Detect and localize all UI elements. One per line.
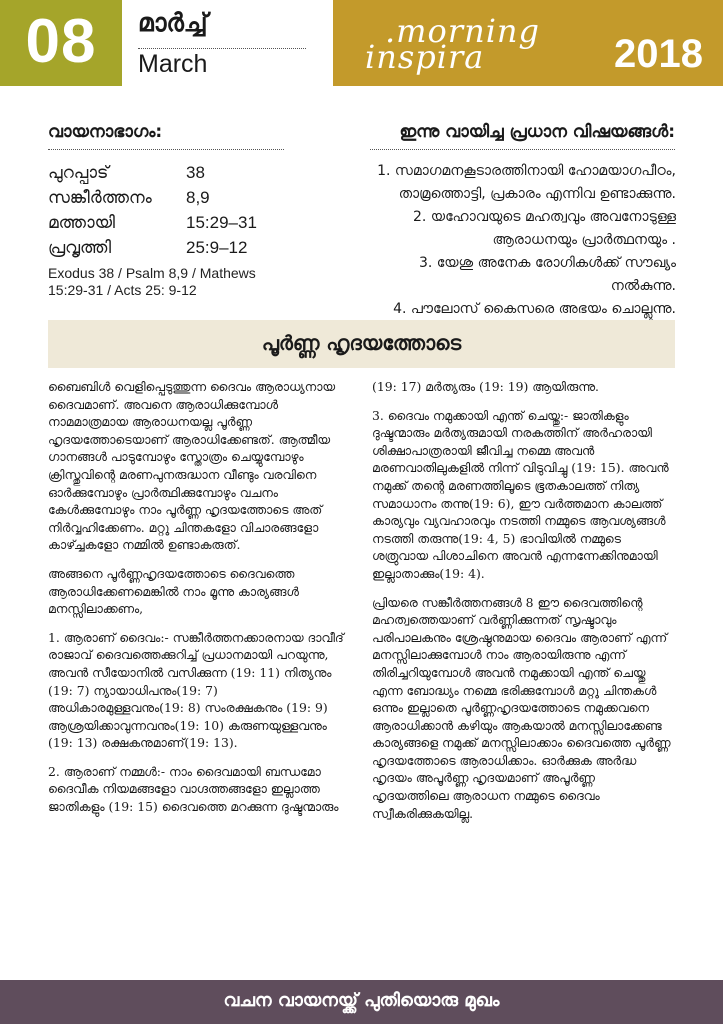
month-malayalam: മാർച്ച് bbox=[138, 8, 208, 37]
themes-divider bbox=[370, 149, 675, 150]
reading-item bbox=[48, 235, 288, 260]
article-title-band bbox=[48, 320, 675, 368]
reading-ref: 15:29–31 bbox=[186, 212, 257, 232]
theme-line: 1. സമാഗമനകൂടാരത്തിനായി ഹോമയാഗപീഠം, bbox=[377, 163, 676, 179]
reading-book: പ്രവൃത്തി bbox=[48, 237, 112, 258]
reading-ref: 8,9 bbox=[186, 187, 210, 207]
article-paragraph: 1. ആരാണ് ദൈവം:- സങ്കീർത്തനക്കാരനായ ദാവീദ് രാജാവ് ദൈവത്തെക്കുറിച്ച് പ്രധാനമായി പറയുന്നു, അവൻ സീയോനിൽ വസിക്കുന്ന (19: 11) നിത്യനും (19: 7) ന്യായാധിപനും(19: 7) അധികാരമുള്ളവനും(19: 8) സംരക്ഷകനും (19: 9) ആശ്രയിക്കാവുന്നവനും(19: 10) കരുണയുള്ളവനും (19: 13) രക്ഷകനുമാണ്(19: 13). bbox=[48, 629, 344, 751]
theme-line: താമ്രത്തൊട്ടി, പ്രകാരം എന്നിവ ഉണ്ടാക്കുന്നു. bbox=[398, 186, 676, 202]
article-right-column bbox=[372, 378, 675, 833]
theme-line: 2. യഹോവയുടെ മഹത്വവും അവനോടുള്ള bbox=[412, 209, 676, 225]
date-panel bbox=[0, 0, 333, 86]
reading-ref: 38 bbox=[186, 162, 205, 182]
theme-line: 3. യേശു അനേക രോഗികൾക്ക് സൗഖ്യം bbox=[418, 255, 676, 271]
reading-item bbox=[48, 185, 288, 210]
brand-logo-line1: .morning bbox=[385, 12, 541, 50]
article-paragraph: പ്രിയരെ സങ്കീർത്തനങ്ങൾ 8 ഈ ദൈവത്തിന്റെ മഹത്വത്തെയാണ് വർണ്ണിക്കുന്നത് സൃഷ്ടാവും പരിപാലകനും ശ്രേഷ്ഠനുമായ ദൈവം ആരാണ് എന്ന് മനസ്സിലാക്കുമ്പോൾ നാം ആരായിരുന്നു എന്ന് തിരിച്ചറിയുമ്പോൾ അവൻ നമുക്കായി എന്ത് ചെയ്തു എന്ന ബോദ്ധ്യം നമ്മെ ഭരിക്കുമ്പോൾ മറ്റു ചിന്തകൾ ഒന്നും ഇല്ലാതെ പൂർണ്ണഹൃദയത്തോടെ നമുക്കവനെ ആരാധിക്കാൻ കഴിയും ആകയാൽ മനസ്സിലാക്കേണ്ട കാര്യങ്ങളെ നമുക്ക് മനസ്സിലാക്കാം ദൈവത്തെ പൂർണ്ണ ഹൃദയത്തോടെ ആരാധിക്കാം. ഓർക്കുക അർദ്ധ ഹൃദയം അപൂർണ്ണ ഹൃദയമാണ് അപൂർണ്ണ ഹൃദയത്തിലെ ആരാധന നമ്മുടെ ദൈവം സ്വീകരിക്കുകയില്ല. bbox=[372, 594, 671, 821]
article-paragraph: ബൈബിൾ വെളിപ്പെടുത്തുന്ന ദൈവം ആരാധ്യനായ ദൈവമാണ്. അവനെ ആരാധിക്കുമ്പോൾ നാമമാത്രമായ ആരാധനയല്ല പൂർണ്ണ ഹൃദയത്തോടെയാണ് ആരാധിക്കേണ്ടത്. ആത്മീയ ഗാനങ്ങൾ പാടുമ്പോഴും സ്തോത്രം ചെയ്യുമ്പോഴും ക്രിസ്തുവിന്റെ മരണപുനരുദ്ധാന വീണ്ടും വരവിനെ ഓർക്കുമ്പോഴും പ്രാർത്ഥിക്കുമ്പോഴും വചനം കേൾക്കുമ്പോഴും നാം പൂർണ്ണ ഹൃദയത്തോടെ അത് നിർവ്വഹിക്കേണം. മറ്റു ചിന്തകളോ വിചാരങ്ങളോ കാഴ്ച്ചകളോ നമ്മിൽ ഉണ്ടാകരുത്. bbox=[48, 379, 336, 553]
article-left-column bbox=[48, 378, 354, 827]
date-number: 08 bbox=[25, 7, 97, 76]
theme-line: നൽകുന്നു. bbox=[610, 278, 676, 294]
theme-line: 4. പൗലോസ് കൈസരെ അഭയം ചൊല്ലുന്നു. bbox=[393, 301, 676, 317]
themes-heading: ഇന്നു വായിച്ച പ്രധാന വിഷയങ്ങൾ: bbox=[399, 122, 675, 142]
readings-heading: വായനാഭാഗം: bbox=[48, 122, 163, 142]
themes-list bbox=[300, 160, 676, 321]
date-box bbox=[0, 0, 122, 86]
reading-ref: 25:9–12 bbox=[186, 237, 248, 257]
readings-english: Exodus 38 / Psalm 8,9 / Mathews 15:29-31 / Acts 25: 9-12 bbox=[48, 265, 256, 298]
brand-panel bbox=[333, 0, 723, 86]
footer-tagline: വചന വായനയ്ക്ക് പുതിയൊരു മുഖം bbox=[223, 990, 500, 1011]
page-footer bbox=[0, 980, 723, 1024]
year-label: 2018 bbox=[614, 32, 703, 76]
readings-list bbox=[48, 160, 288, 260]
reading-item bbox=[48, 210, 288, 235]
reading-book: പുറപ്പാട് bbox=[48, 162, 109, 183]
article-paragraph: 3. ദൈവം നമുക്കായി എന്ത് ചെയ്തു:- ജാതികളും ദുഷ്ടന്മാരും മർത്യരുമായി നരകത്തിന് അർഹരായി ശിക്ഷാപാത്രരായി ജീവിച്ച നമ്മെ അവൻ മരണവാതിലുകളിൽ നിന്ന് വിടുവിച്ചു (19: 15). അവൻ നമുക്ക് തന്റെ മരണത്തിലൂടെ ഭൂതകാലത്ത് നിത്യ സമാധാനം തന്നു(19: 6), ഈ വർത്തമാന കാലത്ത് കാര്യവും വ്യവഹാരവും നടത്തി നമ്മുടെ ആവശ്യങ്ങൾ നടത്തി തരുന്നു(19: 4, 5) ഭാവിയിൽ നമ്മുടെ ശത്രുവായ പിശാചിനെ അവൻ എന്നന്നേക്കിനുമായി ഇല്ലാതാക്കും(19: 4). bbox=[372, 407, 669, 581]
month-english: March bbox=[138, 50, 208, 78]
article-title: പൂർണ്ണ ഹൃദയത്തോടെ bbox=[261, 331, 462, 355]
article-paragraph: 2. ആരാണ് നമ്മൾ:- നാം ദൈവമായി ബന്ധമോ ദൈവീക നിയമങ്ങളോ വാഗ്ദത്തങ്ങളോ ഇല്ലാത്ത ജാതികളും (19: 15) ദൈവത്തെ മറക്കുന്ന ദുഷ്ടന്മാരും bbox=[48, 763, 339, 815]
reading-book: മത്തായി bbox=[48, 212, 115, 233]
reading-item bbox=[48, 160, 288, 185]
brand-logo-line2: inspira bbox=[365, 38, 485, 76]
article-paragraph: അങ്ങനെ പൂർണ്ണഹൃദയത്തോടെ ദൈവത്തെ ആരാധിക്കേണമെങ്കിൽ നാം മൂന്നു കാര്യങ്ങൾ മനസ്സിലാക്കണം, bbox=[48, 565, 299, 617]
readings-divider bbox=[48, 149, 284, 150]
theme-line: ആരാധനയും പ്രാർത്ഥനയും . bbox=[492, 232, 676, 248]
month-divider bbox=[138, 48, 306, 49]
page-header bbox=[0, 0, 723, 86]
reading-book: സങ്കീർത്തനം bbox=[48, 187, 152, 208]
article-paragraph: (19: 17) മർത്യരും (19: 19) ആയിരുന്നു. bbox=[372, 379, 599, 394]
